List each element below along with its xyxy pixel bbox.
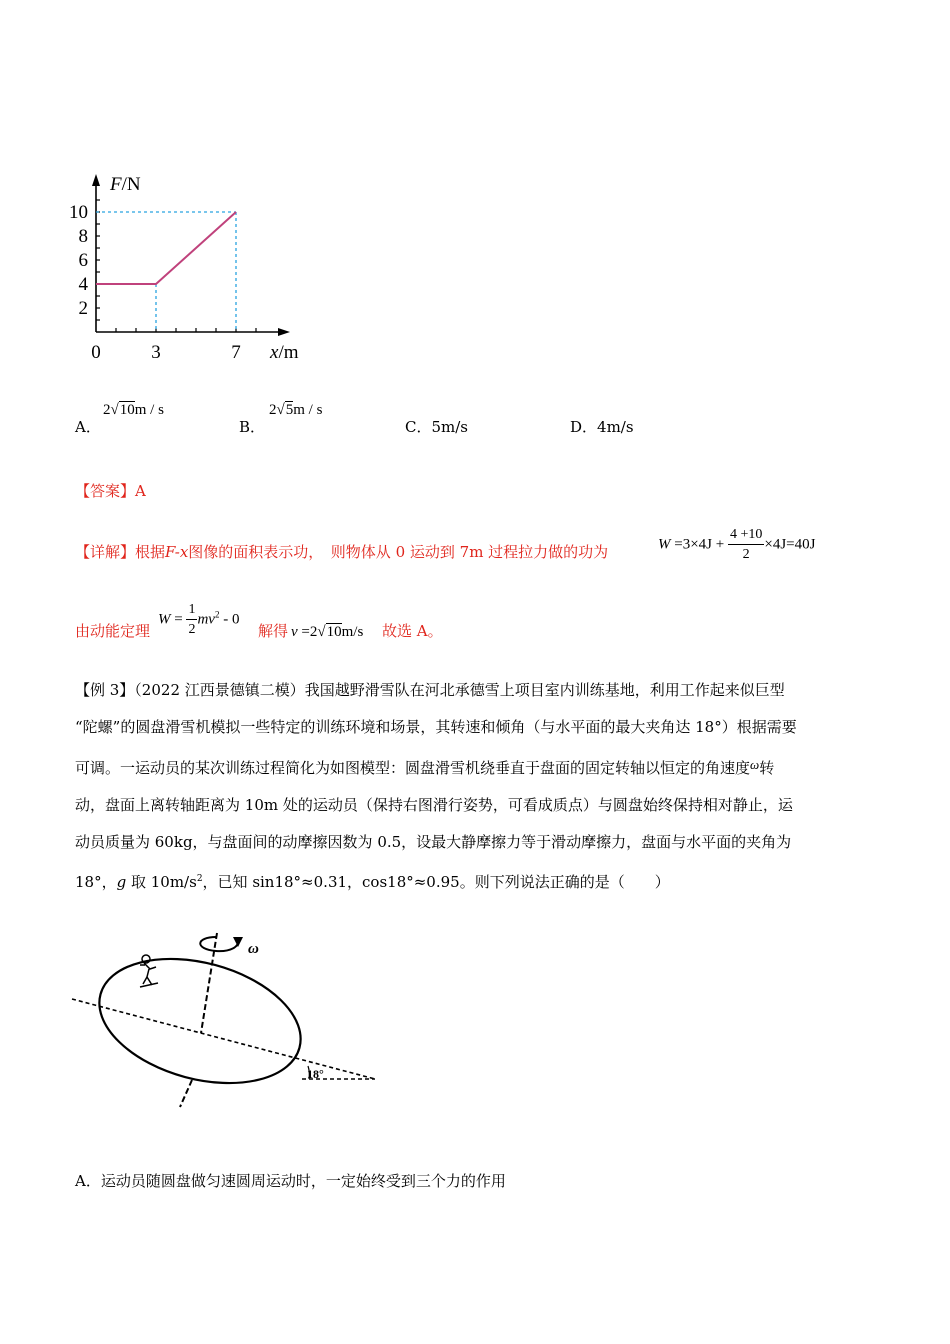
option-unit: m / s [293, 402, 323, 418]
eq-text: - 0 [219, 611, 240, 628]
omega-symbol: ω [750, 757, 760, 772]
explanation-label: 【详解】 [75, 543, 136, 561]
eq-fraction [186, 603, 197, 637]
eq-text: = [170, 611, 183, 628]
x-tick-label: 7 [231, 342, 241, 363]
option-letter: B． [239, 418, 266, 436]
disk-skiing-figure [70, 925, 390, 1115]
y-axis-arrow [92, 174, 100, 186]
force-series-line [96, 212, 236, 284]
answer-label: 【答案】 [75, 482, 136, 500]
chart-series [96, 212, 236, 284]
eq-symbol: v [291, 624, 298, 640]
option-coef: 2 [103, 402, 111, 418]
y-tick-label: 6 [78, 250, 88, 271]
frac-denominator: 2 [742, 547, 750, 562]
omega-label: ω [248, 941, 259, 957]
eq-superscript: 2 [214, 609, 220, 620]
example-text: 可调。一运动员的某次训练过程简化为如图模型：圆盘滑雪机绕垂直于盘面的固定转轴以恒定的角速度 [75, 759, 751, 777]
example-line [75, 746, 887, 787]
option-c[interactable] [405, 416, 468, 437]
chart-labels [69, 174, 299, 363]
option-letter: D． [570, 418, 598, 436]
explanation-text: 由动能定理 [75, 622, 151, 640]
rotation-axis-lower [180, 1080, 192, 1107]
eq-symbol: W [158, 611, 171, 628]
kinetic-energy-equation [158, 603, 239, 637]
x-axis-arrow [278, 328, 290, 336]
frac-numerator: 4 +10 [728, 528, 764, 545]
option-value [103, 402, 164, 419]
x-tick-label: 3 [151, 342, 161, 363]
option-coef: 2 [269, 402, 277, 418]
frac-numerator: 1 [186, 603, 197, 620]
sqrt-sign: √ [110, 402, 119, 418]
force-displacement-chart [60, 110, 320, 370]
answer-line [75, 480, 146, 501]
example-line: 动员质量为 60kg，与盘面间的动摩擦因数为 0.5，设最大静摩擦力等于滑动摩擦力，盘面与水平面的夹角为 [75, 833, 792, 851]
eq-symbol: W [658, 536, 671, 553]
option-letter: C． [405, 418, 432, 436]
eq-symbol: mv [197, 611, 215, 628]
rotation-arrow-head [233, 937, 243, 947]
answer-value: A [135, 482, 146, 500]
y-tick-label: 4 [78, 274, 88, 295]
eq-radicand: 10 [326, 624, 342, 640]
example-line: 动，盘面上离转轴距离为 10m 处的运动员（保持右图滑行姿势，可看成质点）与圆盘始终保持相对静止，运 [75, 796, 793, 814]
example-text: 取 10m/s [126, 873, 197, 891]
example-text: 18°， [75, 873, 117, 891]
option-value: 5m/s [431, 418, 469, 436]
option-radicand: 10 [119, 402, 135, 418]
explanation-text: 解得 [258, 622, 289, 640]
eq-unit: m/s [341, 624, 364, 640]
y-axis-label: F/N [110, 174, 141, 195]
option-a-statement[interactable]: A．运动员随圆盘做匀速圆周运动时，一定始终受到三个力的作用 [75, 1172, 506, 1190]
eq-text: =3×4J + [670, 536, 725, 553]
fx-symbol: F-x [165, 543, 189, 561]
example-line: “陀螺”的圆盘滑雪机模拟一些特定的训练环境和场景，其转速和倾角（与水平面的最大夹角达 18°）根据需要 [75, 718, 797, 736]
g-symbol: g [116, 873, 127, 891]
explanation-line-2b [258, 620, 288, 641]
eq-text: =2 [297, 624, 318, 640]
y-tick-label: 2 [78, 298, 88, 319]
option-d[interactable] [570, 416, 634, 437]
option-unit: m / s [134, 402, 164, 418]
velocity-equation [291, 624, 363, 641]
x-axis-label: x/m [270, 342, 299, 363]
chart-axes [92, 174, 290, 336]
example-superscript: 2 [196, 874, 203, 884]
explanation-text: 故选 A。 [382, 622, 443, 640]
rotation-arrow [200, 937, 238, 951]
y-tick-label: 8 [78, 226, 88, 247]
example-line: 【例 3】（2022 江西景德镇二模）我国越野滑雪队在河北承德雪上项目室内训练基地，利用工作起来似巨型 [75, 681, 785, 699]
example-line [75, 861, 887, 901]
example-text: ，已知 sin18°≈0.31，cos18°≈0.95。则下列说法正确的是（ ） [202, 873, 670, 891]
explanation-line-2c [382, 620, 443, 641]
eq-fraction [728, 528, 764, 562]
option-value: 4m/s [597, 418, 634, 436]
option-letter: A． [75, 418, 101, 436]
option-value [269, 402, 322, 419]
option-radicand: 5 [285, 402, 294, 418]
sqrt-sign: √ [317, 624, 326, 640]
example-text: 转 [759, 759, 775, 777]
angle-label: 18° [307, 1067, 324, 1081]
explanation-line-2 [75, 620, 150, 641]
work-equation [658, 528, 815, 562]
sqrt-sign: √ [276, 402, 285, 418]
explanation-text: 根据 [135, 543, 166, 561]
y-tick-label: 10 [69, 202, 88, 223]
frac-denominator: 2 [188, 622, 196, 637]
disk-ellipse [85, 938, 314, 1103]
example-3-paragraph [75, 672, 887, 901]
eq-text: ×4J=40J [764, 536, 816, 553]
explanation-line-1 [75, 541, 608, 562]
explanation-text: 图像的面积表示功， 则物体从 0 运动到 7m 过程拉力做的功为 [188, 543, 609, 561]
origin-label: 0 [91, 342, 101, 363]
